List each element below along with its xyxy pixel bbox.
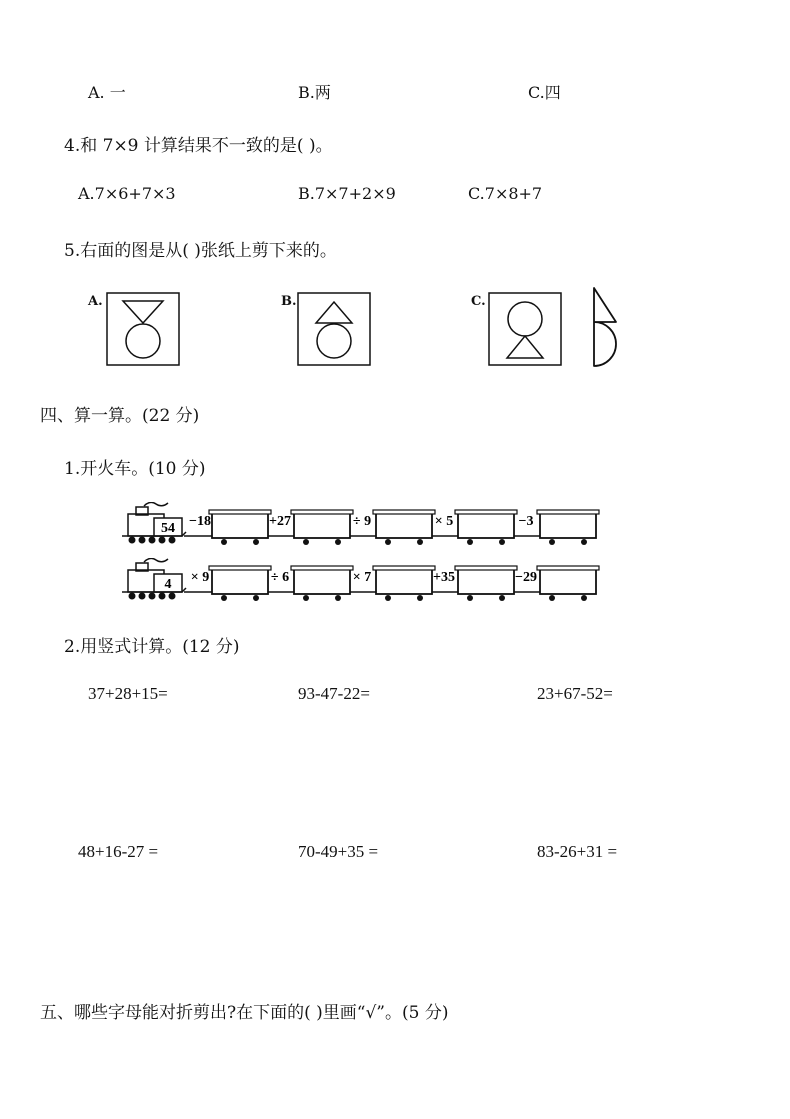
train-2	[120, 558, 610, 606]
paper-square	[489, 293, 561, 365]
calc-6: 83-26+31 =	[537, 842, 618, 861]
q3-option-b: B.两	[298, 83, 331, 102]
triangle-up	[316, 302, 352, 323]
calc-1: 37+28+15=	[88, 684, 168, 703]
q3-option-a: A. 一	[88, 83, 126, 102]
q5-question: 5.右面的图是从( )张纸上剪下来的。	[64, 241, 337, 261]
train-2-op-3: × 7	[352, 570, 372, 585]
circle	[508, 302, 542, 336]
circle	[317, 324, 351, 358]
q3-option-c: C.四	[528, 83, 561, 102]
train-2-op-5: −29	[515, 570, 537, 585]
q2-title: 2.用竖式计算。(12 分)	[64, 637, 240, 657]
train-1-op-1: −18	[189, 514, 211, 529]
locomotive	[122, 558, 186, 599]
paper-square	[298, 293, 370, 365]
q4-option-a: A.7×6+7×3	[78, 184, 176, 203]
train-1-op-3: ÷ 9	[352, 514, 372, 529]
cutout-shape	[588, 286, 628, 370]
train-1-op-2: +27	[269, 514, 291, 529]
calc-2: 93-47-22=	[298, 684, 370, 703]
train-1-op-5: −3	[518, 514, 534, 529]
triangle-up	[507, 336, 543, 358]
section-5-title: 五、哪些字母能对折剪出?在下面的( )里画“√”。(5 分)	[40, 1003, 449, 1023]
q1-title: 1.开火车。(10 分)	[64, 459, 206, 479]
calc-4: 48+16-27 =	[78, 842, 159, 861]
figure-a-label: A.	[88, 294, 103, 309]
calc-3: 23+67-52=	[537, 684, 613, 703]
train-2-op-2: ÷ 6	[270, 570, 290, 585]
train-1-op-4: × 5	[434, 514, 454, 529]
train-2-op-4: +35	[433, 570, 455, 585]
q4-option-c: C.7×8+7	[468, 184, 543, 203]
train-1-start: 54	[161, 521, 175, 536]
circle	[126, 324, 160, 358]
figure-c-paper	[488, 292, 562, 366]
figure-b-label: B.	[281, 294, 297, 309]
train-1	[120, 502, 610, 550]
train-2-start: 4	[164, 577, 172, 592]
locomotive	[122, 502, 186, 543]
figure-b-paper	[297, 292, 371, 366]
paper-square	[107, 293, 179, 365]
figure-a-paper	[106, 292, 180, 366]
q4-option-b: B.7×7+2×9	[298, 184, 396, 203]
calc-5: 70-49+35 =	[298, 842, 379, 861]
train-2-op-1: × 9	[190, 570, 210, 585]
triangle-down	[123, 301, 163, 323]
figure-c-label: C.	[471, 294, 486, 309]
section-4-title: 四、算一算。(22 分)	[40, 406, 200, 426]
q4-question: 4.和 7×9 计算结果不一致的是( )。	[64, 136, 333, 156]
